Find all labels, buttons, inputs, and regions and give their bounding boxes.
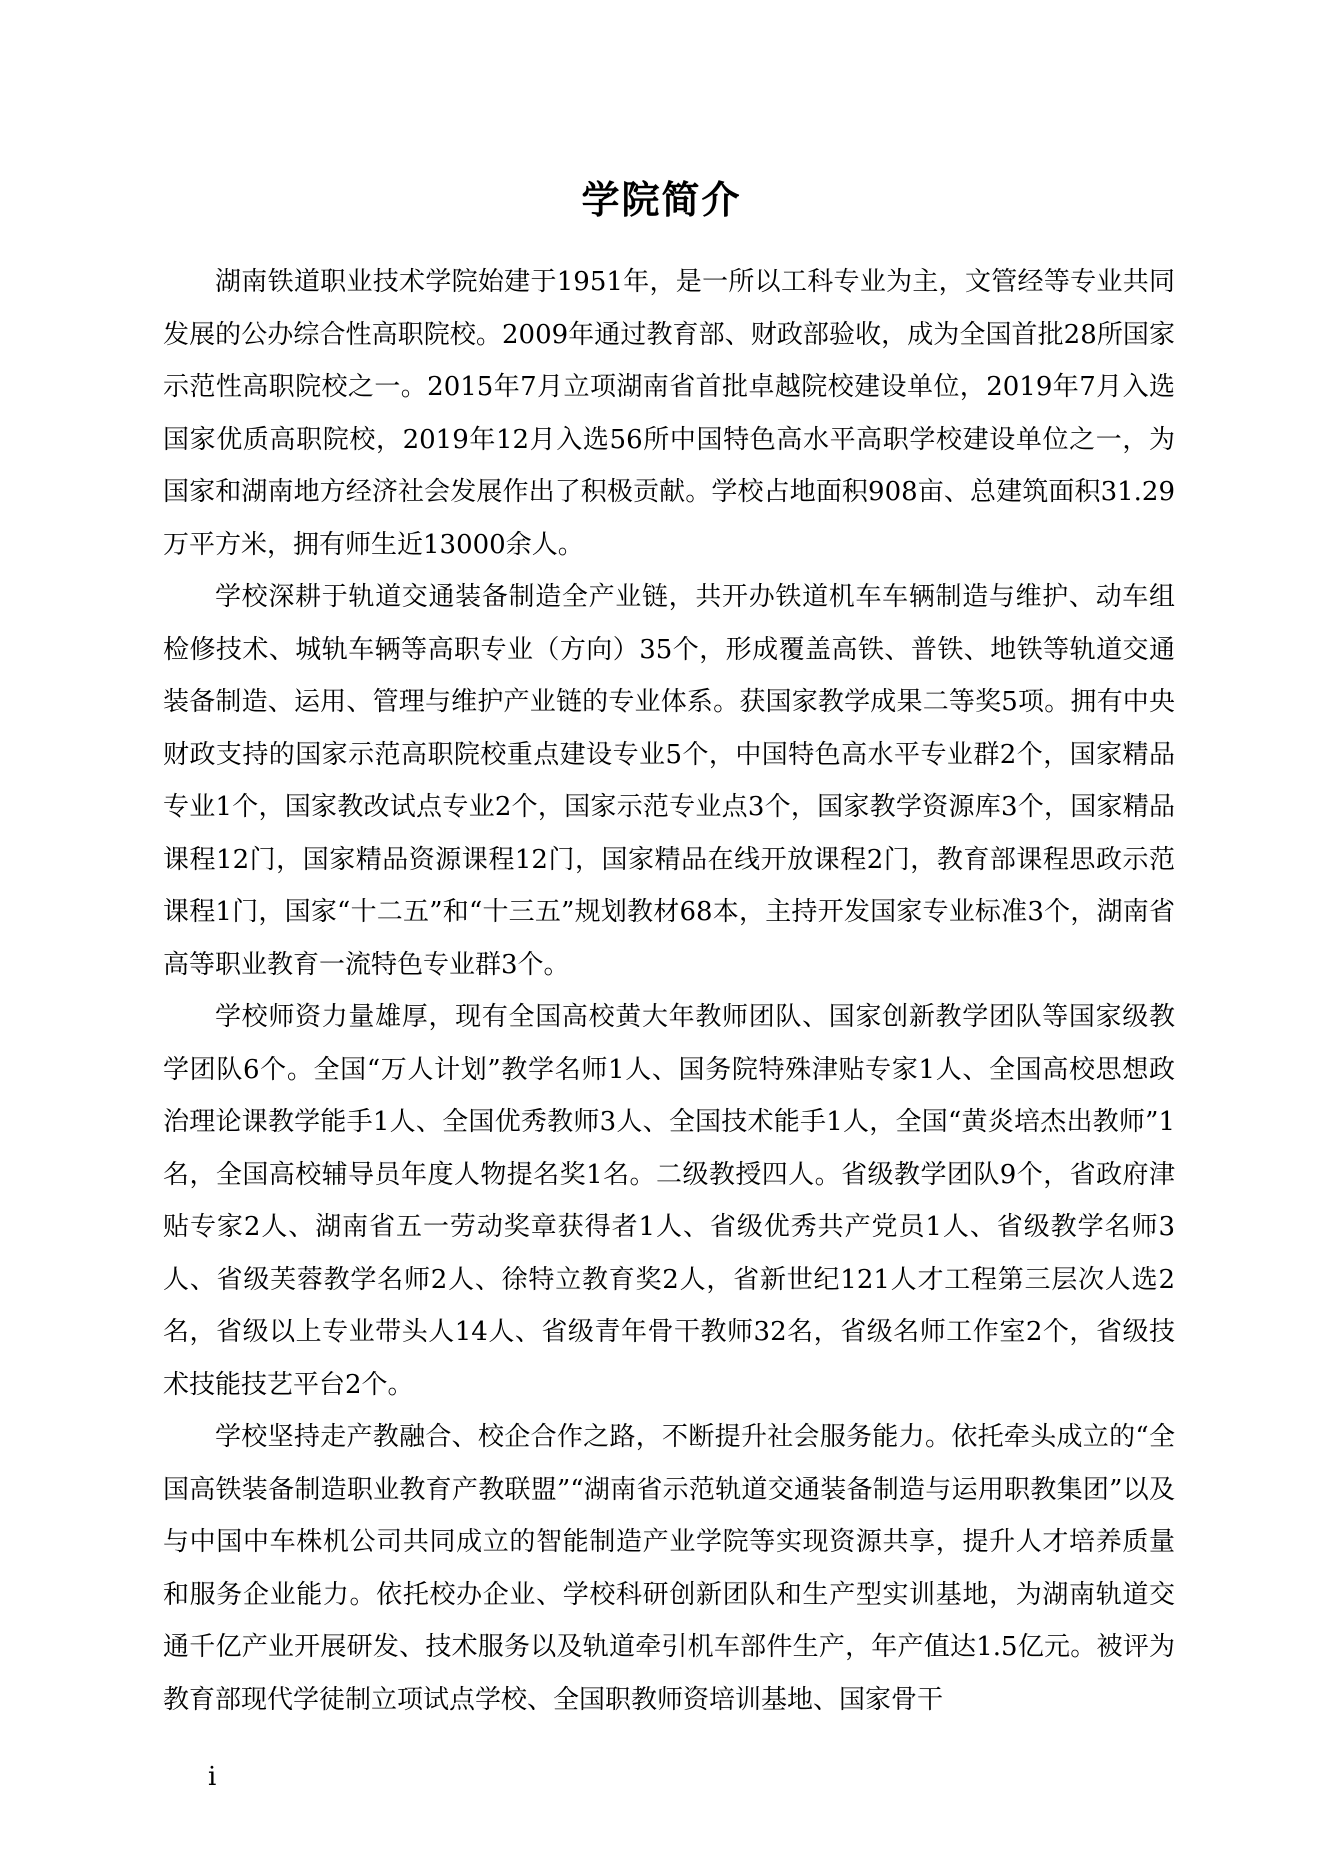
- paragraph-programs: 学校深耕于轨道交通装备制造全产业链，共开办铁道机车车辆制造与维护、动车组检修技术、城轨车辆等高职专业（方向）35个，形成覆盖高铁、普铁、地铁等轨道交通装备制造、运用、管理与维护产业链的专业体系。获国家教学成果二等奖5项。拥有中央财政支持的国家示范高职院校重点建设专业5个，中国特色高水平专业群2个，国家精品专业1个，国家教改试点专业2个，国家示范专业点3个，国家教学资源库3个，国家精品课程12门，国家精品资源课程12门，国家精品在线开放课程2门，教育部课程思政示范课程1门，国家“十二五”和“十三五”规划教材68本，主持开发国家专业标准3个，湖南省高等职业教育一流特色专业群3个。: [163, 582, 1175, 980]
- paragraph-industry: 学校坚持走产教融合、校企合作之路，不断提升社会服务能力。依托牵头成立的“全国高铁装备制造职业教育产教联盟”“湖南省示范轨道交通装备制造与运用职教集团”以及与中国中车株机公司共同成立的智能制造产业学院等实现资源共享，提升人才培养质量和服务企业能力。依托校办企业、学校科研创新团队和生产型实训基地，为湖南轨道交通千亿产业开展研发、技术服务以及轨道牵引机车部件生产，年产值达1.5亿元。被评为教育部现代学徒制立项试点学校、全国职教师资培训基地、国家骨干: [163, 1422, 1175, 1715]
- body-text: [163, 256, 1175, 1726]
- paragraph-faculty: 学校师资力量雄厚，现有全国高校黄大年教师团队、国家创新教学团队等国家级教学团队6个。全国“万人计划”教学名师1人、国务院特殊津贴专家1人、全国高校思想政治理论课教学能手1人、全国优秀教师3人、全国技术能手1人，全国“黄炎培杰出教师”1名，全国高校辅导员年度人物提名奖1名。二级教授四人。省级教学团队9个，省政府津贴专家2人、湖南省五一劳动奖章获得者1人、省级优秀共产党员1人、省级教学名师3人、省级芙蓉教学名师2人、徐特立教育奖2人，省新世纪121人才工程第三层次人选2名，省级以上专业带头人14人、省级青年骨干教师32名，省级名师工作室2个，省级技术技能技艺平台2个。: [163, 1002, 1175, 1400]
- page-title: 学院简介: [581, 177, 742, 222]
- paragraph-history: 湖南铁道职业技术学院始建于1951年，是一所以工科专业为主，文管经等专业共同发展的公办综合性高职院校。2009年通过教育部、财政部验收，成为全国首批28所国家示范性高职院校之一。2015年7月立项湖南省首批卓越院校建设单位，2019年7月入选国家优质高职院校，2019年12月入选56所中国特色高水平高职学校建设单位之一，为国家和湖南地方经济社会发展作出了积极贡献。学校占地面积908亩、总建筑面积31.29万平方米，拥有师生近13000余人。: [163, 267, 1175, 560]
- page-number: i: [208, 1762, 217, 1792]
